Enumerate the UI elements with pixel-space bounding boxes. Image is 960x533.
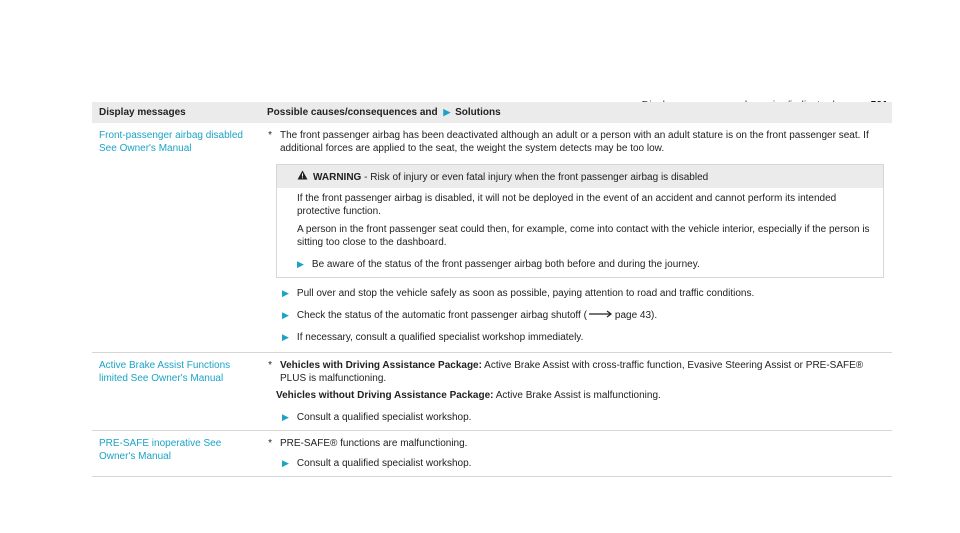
warning-triangle-icon [297,170,309,184]
arrow-icon: ▶ [282,458,289,469]
arrow-icon: ▶ [282,288,289,298]
solution-step: ▶ Consult a qualified specialist workshop. [282,458,472,470]
warning-paragraph: If the front passenger airbag is disabled, it will not be deployed in the event of an accident and cannot perform its intended protective function. [297,193,837,217]
solution-step: ▶ If necessary, consult a qualified specialist workshop immediately. [282,332,584,344]
warning-subtitle: - Risk of injury or even fatal injury when the front passenger airbag is disabled [361,172,709,183]
table-row [92,353,892,431]
arrow-icon: ▶ [282,332,289,343]
variant-label: Vehicles without Driving Assistance Package: [276,390,494,402]
cause-cell [260,123,892,353]
table-row [92,431,892,477]
asterisk-marker: * [268,360,272,372]
warning-body [277,188,883,277]
col-header-causes: Possible causes/consequences and ▶ Solutions [260,102,892,123]
warning-paragraph: A person in the front passenger seat could then, for example, come into contact with the vehicle interior, especially if the person is sitting too close to the dashboard. [297,224,870,248]
arrow-icon: ▶ [297,259,304,269]
page-ref-arrow-icon[interactable] [589,309,613,322]
warning-box [276,164,884,278]
arrow-icon: ▶ [282,310,289,321]
message-cell: Active Brake Assist Functions limited See Owner's Manual [92,353,260,431]
col-header-messages: Display messages [92,102,260,123]
variant-label: Vehicles with Driving Assistance Package: [280,360,482,372]
arrow-icon: ▶ [282,412,289,423]
cause-text: PRE-SAFE® functions are malfunctioning. [280,438,468,450]
warning-step: ▶ Be aware of the status of the front passenger airbag both before and during the journey. [297,259,700,270]
asterisk-marker: * [268,130,272,141]
arrow-icon: ▶ [443,107,451,117]
cause-cell [260,431,892,477]
warning-header [277,165,883,188]
warning-title: WARNING [313,172,362,183]
solution-step: ▶ Consult a qualified specialist workshop. [282,412,472,424]
cause-cell: * Vehicles with Driving Assistance Package: Active Brake Assist with cross-traffic function, Evasive Steering Assist or PRE-SAFE® PLUS is malfunctioning. Vehicles without Driving Assistance Package: Active Brake Assist is malfunctioning. ▶ Consult a qualified specialist workshop. [260,353,892,431]
cause-text: The front passenger airbag has been deactivated although an adult or a person with an adult stature is on the front passenger seat. If additional forces are applied to the seat, the weight the system detects may be too low. [280,130,869,154]
solution-step: ▶ Check the status of the automatic front passenger airbag shutoff ( page 43). [282,310,658,322]
asterisk-marker: * [268,438,272,450]
display-messages-table [92,102,892,477]
solution-step: ▶ Pull over and stop the vehicle safely as soon as possible, paying attention to road and traffic conditions. [282,288,755,299]
message-cell: PRE-SAFE inoperative See Owner's Manual [92,431,260,477]
page-ref[interactable]: page 43). [614,310,658,322]
table-row [92,123,892,353]
message-cell: Front-passenger airbag disabled See Owner's Manual [92,123,260,353]
table-header-row [92,102,892,123]
